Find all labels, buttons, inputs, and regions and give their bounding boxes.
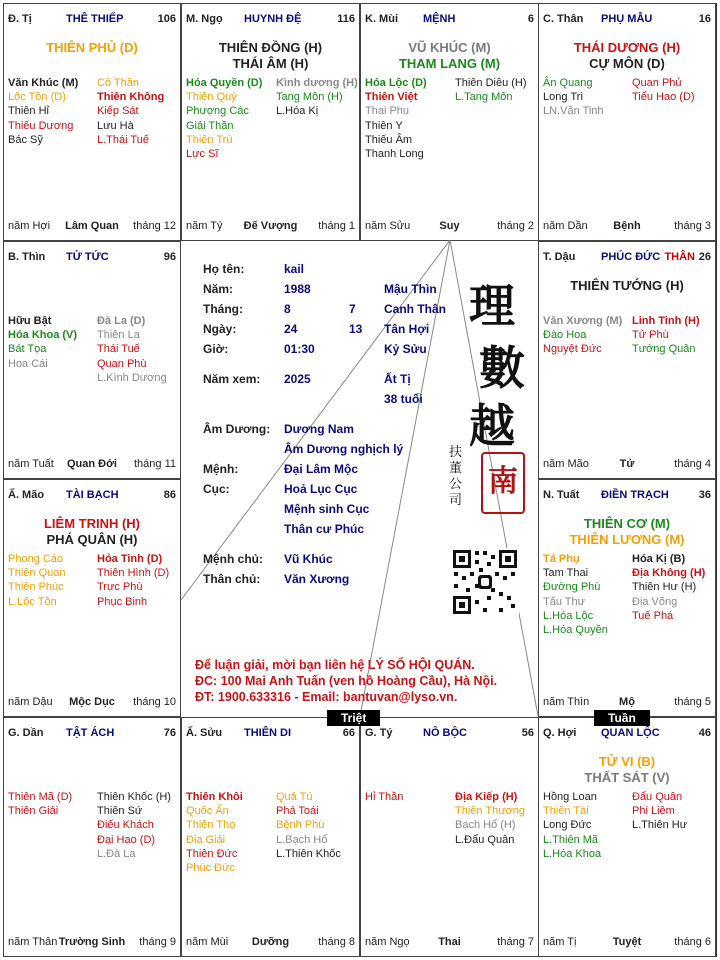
minor-star: L.Thiên Mã <box>543 833 599 846</box>
minor-star: Thiên Mã (D) <box>8 791 73 803</box>
palace-number: 36 <box>698 489 711 501</box>
label-nam: Năm: <box>203 282 234 296</box>
minor-star: Thiếu Âm <box>365 133 413 146</box>
minor-star: L.Hóa Lộc <box>543 609 594 622</box>
value-gio-can: Kỷ Sửu <box>384 342 427 356</box>
label-am-duong: Âm Dương: <box>203 422 271 436</box>
value-am-duong-2: Âm Dương nghịch lý <box>284 442 404 456</box>
main-star: LIÊM TRINH (H) <box>43 516 141 531</box>
minor-star: L.Thái Tuế <box>97 133 149 146</box>
minor-star: Long Đức <box>543 819 592 832</box>
branch-label: T. Dậu <box>543 251 576 263</box>
minor-star: Hữu Bật <box>8 315 52 327</box>
life-stage: Mộc Dục <box>69 696 115 708</box>
value-gio: 01:30 <box>284 342 315 356</box>
palace-name: THIÊN DI <box>244 727 292 739</box>
palace-name: PHÚC ĐỨC <box>601 251 661 263</box>
year-label: năm Thìn <box>543 696 590 708</box>
label-nam-xem: Năm xem: <box>203 372 261 386</box>
minor-star: Bác Sỹ <box>8 133 43 146</box>
year-label: năm Tý <box>186 220 223 232</box>
minor-star: Thanh Long <box>365 147 424 160</box>
minor-star: Tuế Phá <box>632 609 674 622</box>
main-star: THIÊN PHỦ (D) <box>46 40 138 55</box>
value-thang-am: 7 <box>349 302 356 316</box>
minor-star: Phong Cáo <box>8 553 64 565</box>
minor-star: Thiên Không <box>97 91 165 104</box>
minor-star: Đẩu Quân <box>632 791 683 803</box>
life-stage: Lâm Quan <box>65 220 119 232</box>
value-cuc-3: Thân cư Phúc <box>284 522 365 536</box>
minor-star: Phượng Các <box>186 105 249 118</box>
branch-label: B. Thìn <box>8 251 46 263</box>
label-gio: Giờ: <box>203 342 229 356</box>
minor-star: L.Hóa Quyền <box>543 623 608 636</box>
minor-star: Thiên Phúc <box>8 581 64 594</box>
center-panel <box>181 240 538 717</box>
minor-star: Hồng Loan <box>543 791 597 803</box>
palace-name: TẬT ÁCH <box>66 727 115 739</box>
minor-star: Phá Toái <box>276 805 319 818</box>
calligraphy-char-2: 數 <box>479 341 525 395</box>
minor-star: Phúc Đức <box>186 861 235 874</box>
main-star: VŨ KHÚC (M) <box>408 40 491 55</box>
life-stage: Bệnh <box>613 220 641 232</box>
minor-star: Thiên Sứ <box>97 805 143 818</box>
minor-star: L.Bạch Hổ <box>276 833 328 846</box>
minor-star: Thiên Diêu (H) <box>455 77 527 89</box>
month-label: tháng 4 <box>674 458 711 470</box>
main-star: THẤT SÁT (V) <box>584 770 670 785</box>
main-star: THÁI DƯƠNG (H) <box>573 40 681 55</box>
minor-star: Quan Phù <box>97 357 147 370</box>
value-nam-can: Mậu Thìn <box>384 282 437 296</box>
minor-star: Hóa Kị (B) <box>632 553 686 565</box>
year-label: năm Mùi <box>186 936 229 948</box>
value-nam-xem: 2025 <box>284 372 311 386</box>
minor-star: L.Thiên Hư <box>632 819 688 832</box>
branch-label: G. Dần <box>8 727 44 739</box>
branch-label: Q. Hợi <box>543 727 577 739</box>
minor-star: Bát Tọa <box>8 343 47 356</box>
value-ngay-can: Tân Hợi <box>384 322 430 336</box>
value-cuc: Hoả Lục Cục <box>284 482 358 496</box>
main-star: TỬ VI (B) <box>598 754 656 769</box>
minor-star: Thiên Đức <box>186 847 238 860</box>
value-than-chu: Văn Xương <box>284 572 350 586</box>
value-nam-xem-can: Ất Tị <box>384 372 411 386</box>
minor-star: Tướng Quân <box>632 343 696 356</box>
main-star: THIÊN TƯỚNG (H) <box>570 278 684 293</box>
month-label: tháng 10 <box>133 696 176 708</box>
main-star: CỰ MÔN (D) <box>589 56 665 71</box>
minor-star: Giải Thần <box>186 119 234 132</box>
minor-star: L.Hóa Kị <box>276 105 319 118</box>
seal-text: 扶 董 公 司 <box>449 445 463 508</box>
contact-line-2: ĐC: 100 Mai Anh Tuấn (ven hồ Hoàng Cầu), Hà Nội. <box>195 674 498 688</box>
minor-star: Kiếp Sát <box>97 105 139 118</box>
branch-label: Ấ. Sửu <box>186 727 223 739</box>
life-stage: Quan Đới <box>67 458 117 470</box>
contact-line-3: ĐT: 1900.633316 - Email: bantuvan@lyso.vn. <box>195 690 458 704</box>
palace-number: 56 <box>521 727 534 739</box>
value-ngay: 24 <box>284 322 298 336</box>
minor-star: Thiên Hỉ <box>8 105 49 118</box>
minor-star: LN.Văn Tinh <box>543 105 604 118</box>
minor-star: Thiên Thọ <box>186 819 236 832</box>
month-label: tháng 2 <box>497 220 534 232</box>
life-stage: Suy <box>439 220 460 232</box>
value-tuoi: 38 tuổi <box>384 392 423 406</box>
label-ho-ten: Họ tên: <box>203 262 245 276</box>
minor-star: Thiên Quý <box>186 91 237 104</box>
value-am-duong: Dương Nam <box>284 422 354 436</box>
minor-star: Long Trì <box>543 91 584 104</box>
minor-star: L.Đẩu Quân <box>455 833 515 846</box>
year-label: năm Hợi <box>8 220 51 232</box>
minor-star: Văn Khúc (M) <box>8 77 79 89</box>
branch-label: M. Ngọ <box>186 13 223 25</box>
minor-star: L.Đà La <box>97 847 136 860</box>
minor-star: Địa Không (H) <box>632 567 706 580</box>
minor-star: Hỏa Tinh (D) <box>97 553 163 565</box>
label-thang: Tháng: <box>203 302 243 316</box>
palace-number: 96 <box>163 251 176 263</box>
palace-name: NÔ BỘC <box>423 727 467 739</box>
minor-star: Thiên Khốc (H) <box>97 791 171 803</box>
year-label: năm Dần <box>543 220 588 232</box>
life-stage: Tuyệt <box>612 936 642 948</box>
branch-label: Ấ. Mão <box>8 489 45 501</box>
minor-star: Đại Hao (D) <box>97 833 156 846</box>
minor-star: L.Tang Môn <box>455 91 513 104</box>
minor-star: Điếu Khách <box>97 819 154 832</box>
branch-label: N. Tuất <box>543 489 580 501</box>
palace-number: 66 <box>342 727 355 739</box>
minor-star: Đào Hoa <box>543 329 587 342</box>
value-menh: Đại Lâm Mộc <box>284 462 359 476</box>
calligraphy-char-3: 越 <box>469 399 515 453</box>
branch-label: Đ. Tị <box>8 13 32 25</box>
label-than-chu: Thân chủ: <box>203 572 261 586</box>
minor-star: Tử Phù <box>632 329 669 342</box>
main-star: THIÊN ĐỒNG (H) <box>218 40 323 55</box>
minor-star: Lực Sĩ <box>186 147 219 160</box>
minor-star: Thiên Trù <box>186 133 233 146</box>
palace-name: HUYNH ĐỆ <box>244 13 302 25</box>
tuan-marker: Tuần <box>594 710 650 726</box>
palace-number: 76 <box>163 727 176 739</box>
minor-star: Thiên Tài <box>543 805 589 818</box>
month-label: tháng 9 <box>139 936 176 948</box>
minor-star: Tả Phụ <box>543 553 580 565</box>
minor-star: Thiên Khôi <box>186 791 243 803</box>
month-label: tháng 7 <box>497 936 534 948</box>
minor-star: Cô Thần <box>97 77 139 89</box>
seal-stamp-icon: 南 <box>481 452 525 514</box>
minor-star: Địa Kiếp (H) <box>455 791 518 803</box>
minor-star: Quả Tú <box>276 791 313 803</box>
minor-star: Tấu Thư <box>543 595 586 608</box>
minor-star: Bạch Hổ (H) <box>455 819 516 832</box>
minor-star: Thiên Giải <box>8 805 59 818</box>
main-star: PHÁ QUÂN (H) <box>46 532 138 547</box>
month-label: tháng 6 <box>674 936 711 948</box>
minor-star: Tiểu Hao (D) <box>632 91 695 104</box>
main-star: THIÊN LƯƠNG (M) <box>569 532 685 547</box>
value-thang: 8 <box>284 302 291 316</box>
year-label: năm Sửu <box>365 220 411 232</box>
minor-star: Hoa Cái <box>8 357 48 370</box>
year-label: năm Tị <box>543 936 577 948</box>
month-label: tháng 3 <box>674 220 711 232</box>
palace-number: 46 <box>698 727 711 739</box>
minor-star: Quan Phủ <box>632 77 682 89</box>
qr-code-icon <box>451 548 519 616</box>
label-menh-chu: Mệnh chủ: <box>203 552 263 566</box>
palace-name: TỬ TỨC <box>66 251 109 263</box>
triet-marker: Triệt <box>327 710 380 726</box>
main-star: THÁI ÂM (H) <box>232 56 309 71</box>
minor-star: Quốc Ấn <box>186 805 229 818</box>
palace-name: THÊ THIẾP <box>66 13 124 25</box>
minor-star: Thiên Hư (H) <box>632 581 697 594</box>
than-marker: THÂN <box>664 251 695 263</box>
palace-name: ĐIỀN TRẠCH <box>601 489 669 501</box>
minor-star: Linh Tinh (H) <box>632 315 700 327</box>
branch-label: G. Tý <box>365 727 393 739</box>
year-label: năm Mão <box>543 458 589 470</box>
minor-star: Địa Giải <box>186 833 226 846</box>
main-star: THIÊN CƠ (M) <box>583 516 671 531</box>
palace-name: TÀI BẠCH <box>66 489 119 501</box>
value-nam: 1988 <box>284 282 311 296</box>
minor-star: Đường Phù <box>543 581 601 594</box>
month-label: tháng 1 <box>318 220 355 232</box>
palace-number: 106 <box>157 13 176 25</box>
branch-label: C. Thân <box>543 13 584 25</box>
life-stage: Dưỡng <box>251 936 290 948</box>
minor-star: Lộc Tồn (D) <box>8 91 66 104</box>
minor-star: Phục Binh <box>97 595 148 608</box>
minor-star: Đà La (D) <box>97 315 146 327</box>
palace-number: 86 <box>163 489 176 501</box>
minor-star: Lưu Hà <box>97 119 134 132</box>
minor-star: Hỉ Thần <box>365 791 404 803</box>
minor-star: Ân Quang <box>543 77 593 89</box>
life-stage: Mộ <box>619 696 635 708</box>
minor-star: Địa Võng <box>632 595 678 608</box>
minor-star: Thiên Việt <box>365 91 418 104</box>
year-label: năm Dậu <box>8 696 53 708</box>
year-label: năm Tuất <box>8 458 54 470</box>
palace-number: 16 <box>698 13 711 25</box>
label-menh: Mệnh: <box>203 462 239 476</box>
value-menh-chu: Vũ Khúc <box>284 552 333 566</box>
minor-star: Tang Môn (H) <box>276 91 343 104</box>
palace-number: 116 <box>337 13 355 25</box>
month-label: tháng 11 <box>133 458 176 470</box>
contact-line-1: Để luận giải, mời bạn liên hệ LÝ SỐ HỘI QUÁN. <box>195 658 475 672</box>
life-stage: Thai <box>438 936 461 948</box>
minor-star: Thiếu Dương <box>8 119 74 132</box>
year-label: năm Ngọ <box>365 936 410 948</box>
value-thang-can: Canh Thân <box>384 302 446 316</box>
minor-star: Kình dương (H) <box>276 77 358 89</box>
month-label: tháng 8 <box>318 936 355 948</box>
minor-star: L.Thiên Khốc <box>276 847 341 860</box>
minor-star: L.Kình Dương <box>97 371 167 384</box>
branch-label: K. Mùi <box>365 13 398 25</box>
value-ngay-am: 13 <box>349 322 363 336</box>
palace-number: 6 <box>527 13 534 25</box>
value-ho-ten: kail <box>284 262 305 276</box>
minor-star: Hóa Khoa (V) <box>8 329 78 342</box>
month-label: tháng 12 <box>133 220 176 232</box>
minor-star: Hóa Quyền (D) <box>186 77 263 89</box>
life-stage: Trường Sinh <box>58 936 126 948</box>
minor-star: Thiên Thương <box>455 805 526 818</box>
minor-star: Thái Tuế <box>97 343 140 356</box>
life-stage: Tử <box>619 458 635 470</box>
minor-star: Phi Liêm <box>632 805 675 818</box>
minor-star: Thiên Quan <box>8 567 66 580</box>
minor-star: Tam Thai <box>543 567 589 580</box>
label-cuc: Cục: <box>203 482 230 496</box>
main-star: THAM LANG (M) <box>398 56 501 71</box>
label-ngay: Ngày: <box>203 322 237 336</box>
minor-star: Nguyệt Đức <box>543 343 602 356</box>
minor-star: Trực Phù <box>97 581 143 594</box>
minor-star: L.Lộc Tồn <box>8 595 57 608</box>
minor-star: Hóa Lộc (D) <box>365 77 427 89</box>
palace-name: PHỤ MẪU <box>601 13 653 25</box>
minor-star: Bệnh Phù <box>276 819 325 832</box>
minor-star: L.Hóa Khoa <box>543 847 602 860</box>
calligraphy-char-1: 理 <box>469 279 515 333</box>
minor-star: Văn Xương (M) <box>543 315 623 327</box>
palace-name: QUAN LỘC <box>601 727 660 739</box>
minor-star: Thiên Hình (D) <box>97 567 170 580</box>
minor-star: Thiên Y <box>365 119 403 132</box>
minor-star: Thiên La <box>97 329 140 342</box>
month-label: tháng 5 <box>674 696 711 708</box>
palace-name: MỆNH <box>423 13 456 25</box>
year-label: năm Thân <box>8 936 58 948</box>
life-stage: Đế Vượng <box>243 220 298 232</box>
value-cuc-2: Mệnh sinh Cục <box>284 502 370 516</box>
minor-star: Thai Phụ <box>365 105 410 118</box>
palace-number: 26 <box>698 251 711 263</box>
